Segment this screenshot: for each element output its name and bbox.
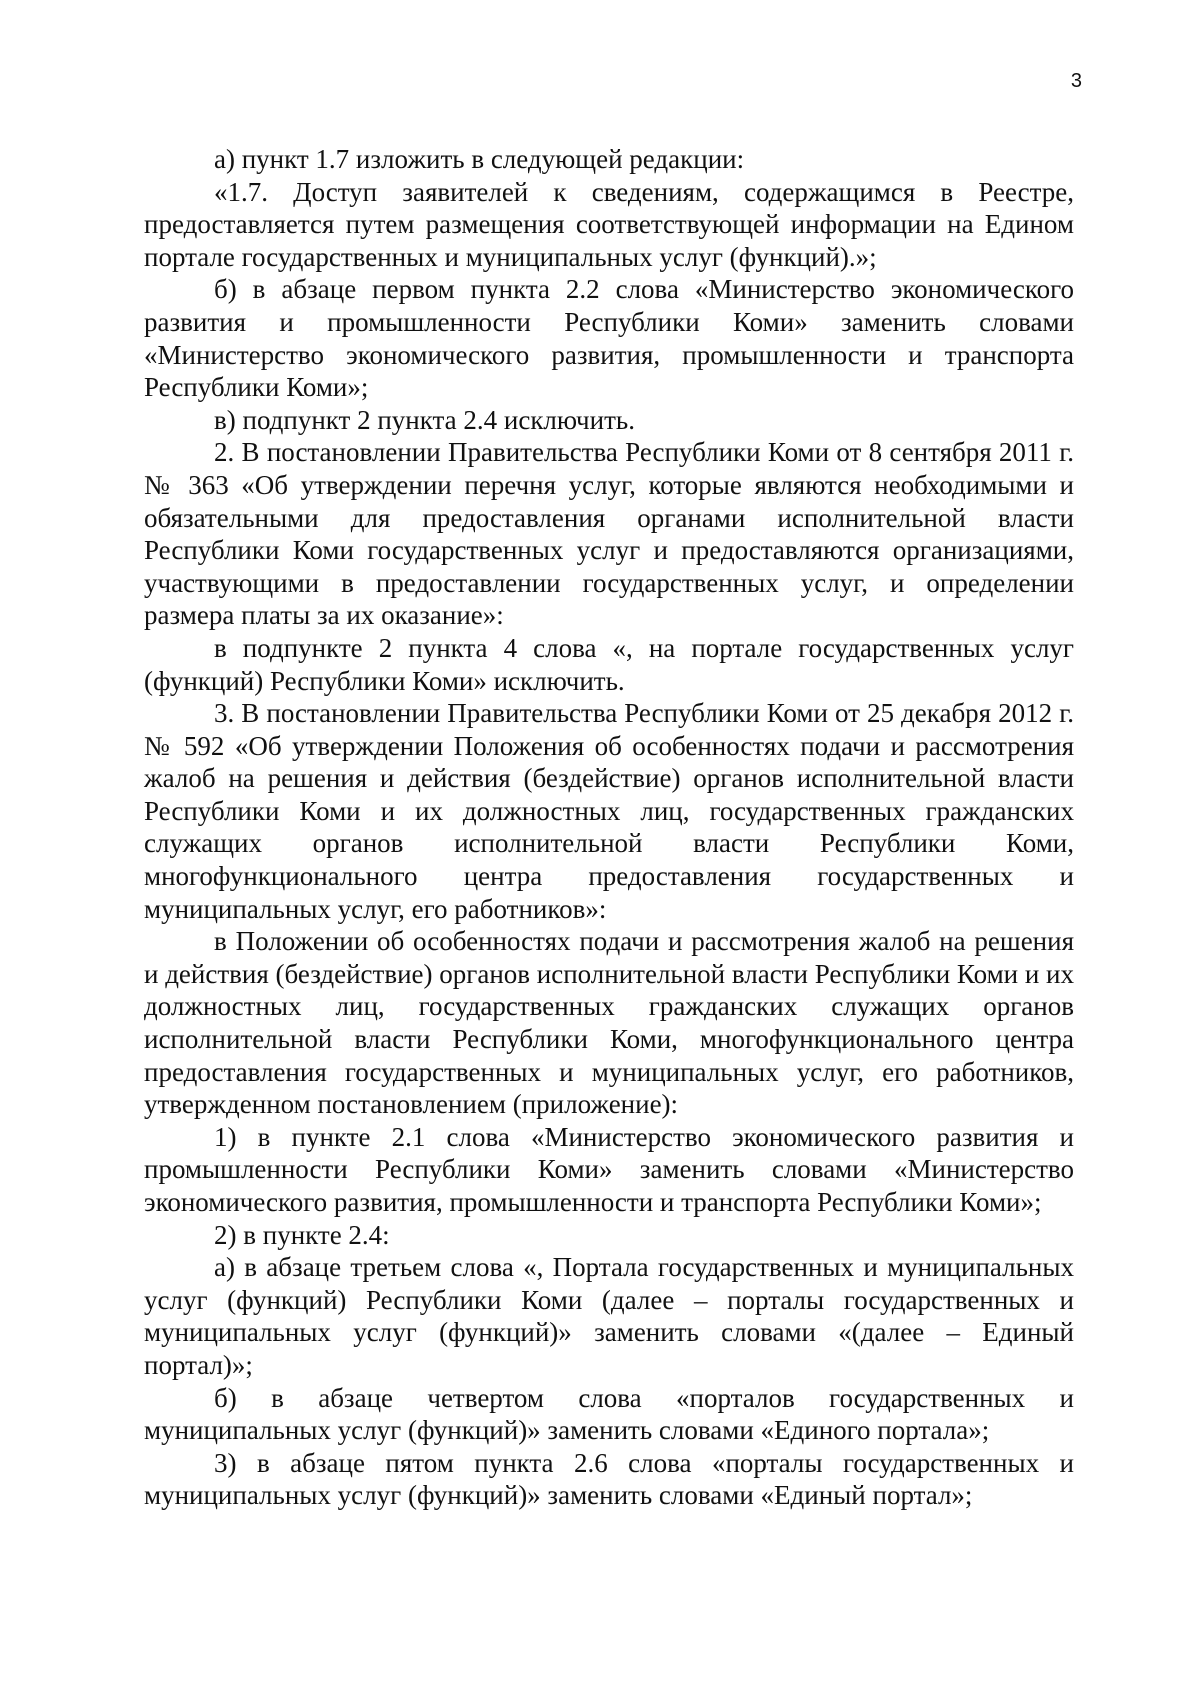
document-body bbox=[144, 143, 1074, 1512]
paragraph-item-2: 2) в пункте 2.4: bbox=[214, 1219, 390, 1250]
paragraph-regulation-intro: в Положении об особенностях подачи и рассмотрения жалоб на решения и действия (бездействие) органов исполнительной власти Республики Коми и их должностных лиц, государственных гражданских служащих органов исполнительной власти Республики Коми, многофункционального центра предоставления государственных и муниципальных услуг, его работников, утвержденном постановлением (приложение): bbox=[144, 926, 1074, 1120]
paragraph-item-3: 3) в абзаце пятом пункта 2.6 слова «порталы государственных и муниципальных услуг (функций)» заменить словами «Единый портал»; bbox=[144, 1447, 1074, 1511]
paragraph-section-2-change: в подпункте 2 пункта 4 слова «, на портале государственных услуг (функций) Республики Коми» исключить. bbox=[144, 632, 1074, 696]
paragraph-section-2: 2. В постановлении Правительства Республики Коми от 8 сентября 2011 г. № 363 «Об утверждении перечня услуг, которые являются необходимыми и обязательными для предоставления органами исполнительной власти Республики Коми государственных услуг и предоставляются организациями, участвующими в предоставлении государственных услуг, и определении размера платы за их оказание»: bbox=[144, 437, 1074, 631]
paragraph-item-b-2-2: б) в абзаце первом пункта 2.2 слова «Министерство экономического развития и промышленности Республики Коми» заменить словами «Министерство экономического развития, промышленности и транспорта Республики Коми»; bbox=[144, 274, 1074, 403]
paragraph-item-2-b: б) в абзаце четвертом слова «порталов государственных и муниципальных услуг (функций)» заменить словами «Единого портала»; bbox=[144, 1382, 1074, 1446]
paragraph-item-v-2-4: в) подпункт 2 пункта 2.4 исключить. bbox=[214, 404, 635, 435]
paragraph-item-2-a: а) в абзаце третьем слова «, Портала государственных и муниципальных услуг (функций) Республики Коми (далее – порталы государственных и муниципальных услуг (функций)» заменить словами «(далее – Единый портал)»; bbox=[144, 1252, 1074, 1380]
paragraph-item-a-1-7: а) пункт 1.7 изложить в следующей редакции: bbox=[214, 144, 745, 174]
paragraph-quote-1-7: «1.7. Доступ заявителей к сведениям, содержащимся в Реестре, предоставляется путем размещения соответствующей информации на Едином портале государственных и муниципальных услуг (функций).»; bbox=[144, 176, 1074, 272]
page-number: 3 bbox=[1070, 70, 1082, 92]
paragraph-item-1: 1) в пункте 2.1 слова «Министерство экономического развития и промышленности Республики Коми» заменить словами «Министерство экономического развития, промышленности и транспорта Республики Коми»; bbox=[144, 1121, 1074, 1217]
paragraph-section-3: 3. В постановлении Правительства Республики Коми от 25 декабря 2012 г. № 592 «Об утверждении Положения об особенностях подачи и рассмотрения жалоб на решения и действия (бездействие) органов исполнительной власти Республики Коми и их должностных лиц, государственных гражданских служащих органов исполнительной власти Республики Коми, многофункционального центра предоставления государственных и муниципальных услуг, его работников»: bbox=[144, 698, 1074, 924]
